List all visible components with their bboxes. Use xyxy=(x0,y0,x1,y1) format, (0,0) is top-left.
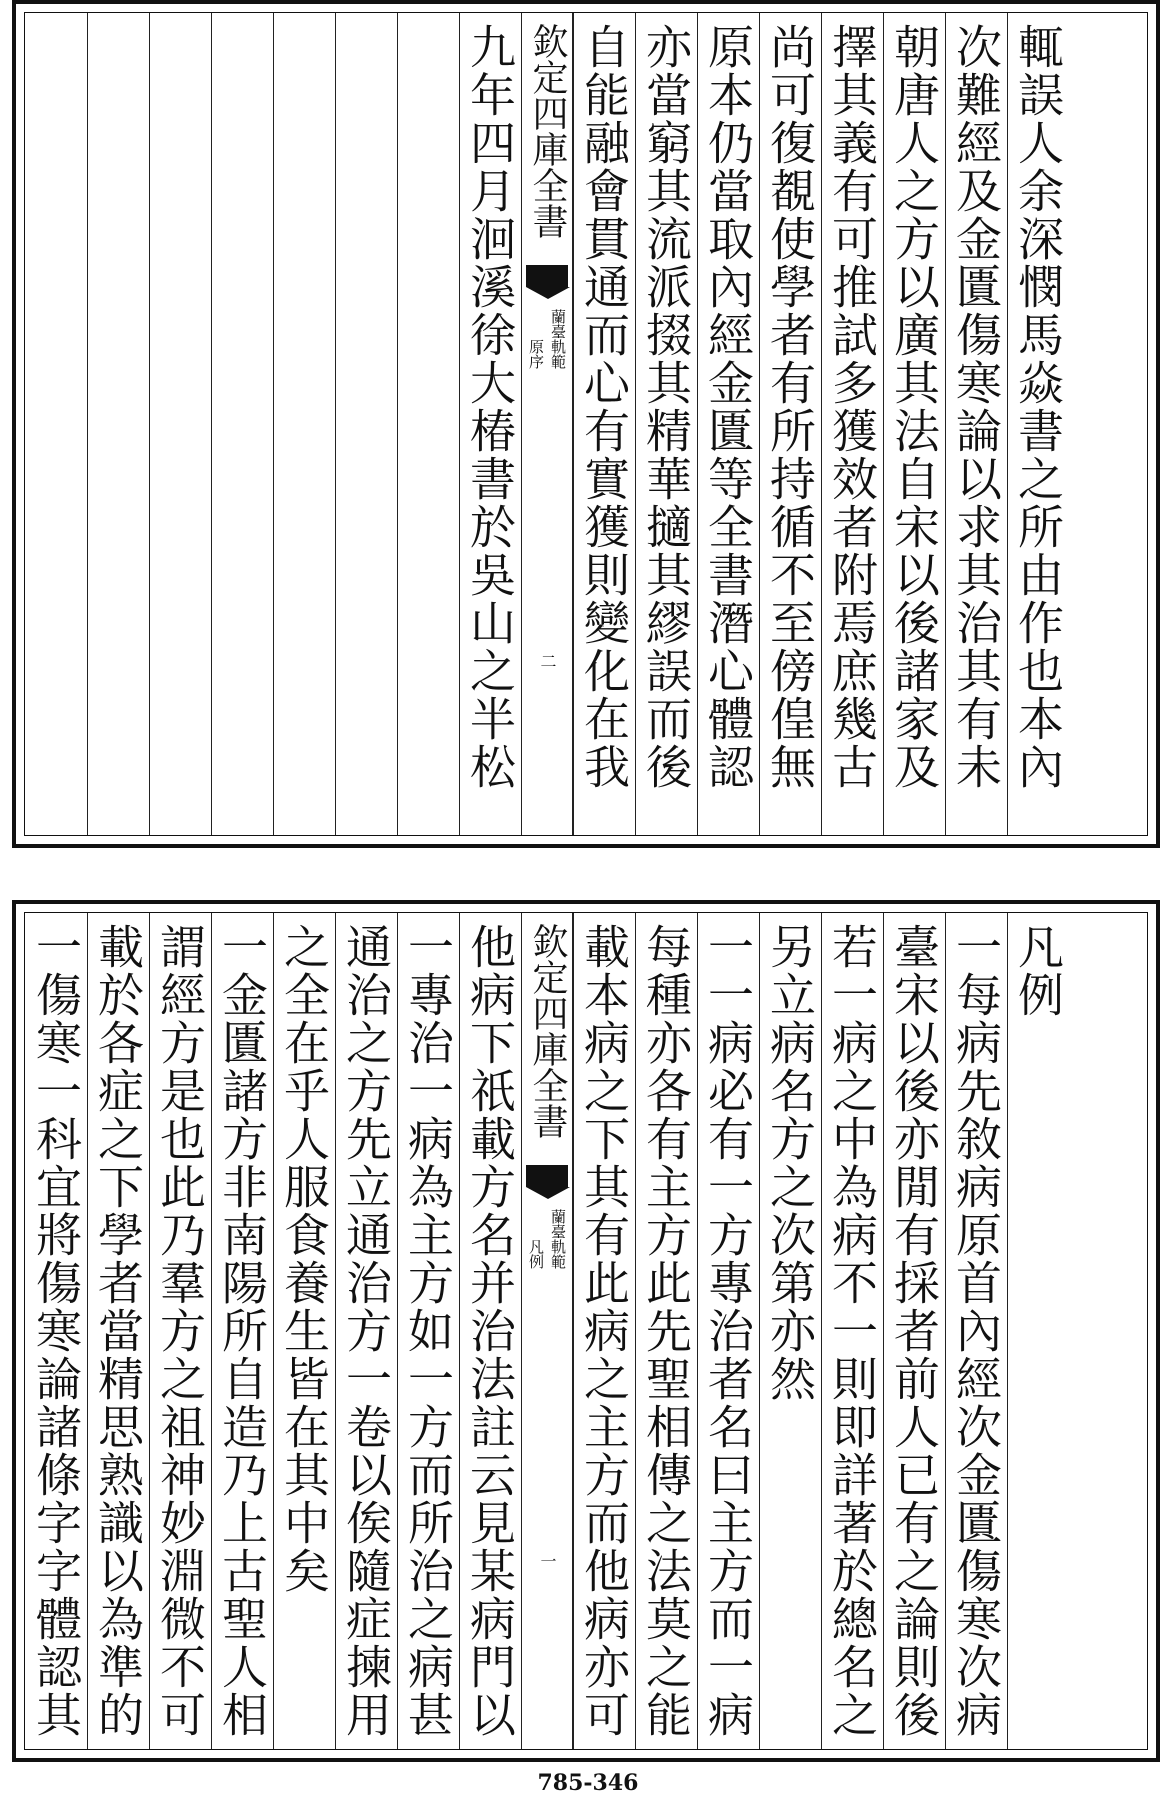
text-column: 尚可復覩使學者有所持循不至傍偟無 xyxy=(759,13,821,835)
text-frame-bottom xyxy=(24,912,1148,1750)
page-top xyxy=(12,0,1160,848)
text-column xyxy=(149,13,211,835)
text-column: 自能融會貫通而心有實獲則變化在我 xyxy=(573,13,635,835)
center-fold xyxy=(521,913,573,1749)
text-column: 另立病名方之次第亦然 xyxy=(759,913,821,1749)
text-column: 亦當窮其流派掇其精華擿其繆誤而後 xyxy=(635,13,697,835)
page-number: 一 xyxy=(538,1553,557,1569)
text-column: 載本病之下其有此病之主方而他病亦可 xyxy=(573,913,635,1749)
collection-header: 欽定四庫全書 xyxy=(527,923,568,1139)
text-column: 擇其義有可推試多獲效者附焉庶幾古 xyxy=(821,13,883,835)
text-column: 九年四月洄溪徐大椿書於吳山之半松 xyxy=(459,13,521,835)
text-column: 若一病之中為病不一則即詳著於總名之 xyxy=(821,913,883,1749)
text-column: 謂經方是也此乃羣方之祖神妙淵微不可 xyxy=(149,913,211,1749)
fish-tail-mark xyxy=(526,1165,568,1187)
text-column: 次難經及金匱傷寒論以求其治其有未 xyxy=(945,13,1007,835)
text-column xyxy=(211,13,273,835)
text-column: 一每病先敘病原首內經次金匱傷寒次病 xyxy=(945,913,1007,1749)
fish-tail-mark xyxy=(526,265,568,287)
text-column: 他病下祇載方名并治法註云見某病門以 xyxy=(459,913,521,1749)
center-fold xyxy=(521,13,573,835)
text-column: 一金匱諸方非南陽所自造乃上古聖人相 xyxy=(211,913,273,1749)
text-column: 凡例 xyxy=(1007,913,1069,1749)
text-column: 載於各症之下學者當精思熟識以為準的 xyxy=(87,913,149,1749)
text-column xyxy=(273,13,335,835)
book-title: 蘭臺軌範 xyxy=(549,1209,567,1269)
section-name: 凡例 xyxy=(527,1239,545,1269)
text-column: 每種亦各有主方此先聖相傳之法莫之能 xyxy=(635,913,697,1749)
text-column: 一傷寒一科宜將傷寒論諸條字字體認其 xyxy=(29,923,83,1739)
section-name: 原序 xyxy=(527,339,545,369)
text-column xyxy=(87,13,149,835)
text-column: 一專治一病為主方如一方而所治之病甚 xyxy=(397,913,459,1749)
text-column xyxy=(335,13,397,835)
book-title: 蘭臺軌範 xyxy=(549,309,567,369)
text-column xyxy=(397,13,459,835)
text-column: 朝唐人之方以廣其法自宋以後諸家及 xyxy=(883,13,945,835)
text-column: 原本仍當取內經金匱等全書潛心體認 xyxy=(697,13,759,835)
text-column: 臺宋以後亦閒有採者前人已有之論則後 xyxy=(883,913,945,1749)
text-column: 之全在乎人服食養生皆在其中矣 xyxy=(273,913,335,1749)
text-column: 一一病必有一方專治者名曰主方而一病 xyxy=(697,913,759,1749)
page-number: 二 xyxy=(538,653,557,669)
catalog-number: 785-346 xyxy=(537,1770,639,1796)
text-column: 輒誤人余深憫馬焱書之所由作也本內 xyxy=(1007,13,1069,835)
text-frame-top xyxy=(24,12,1148,836)
text-column xyxy=(25,13,87,835)
collection-header: 欽定四庫全書 xyxy=(527,23,568,239)
page-bottom xyxy=(12,900,1160,1762)
text-column: 通治之方先立通治方一卷以俟隨症揀用 xyxy=(335,913,397,1749)
